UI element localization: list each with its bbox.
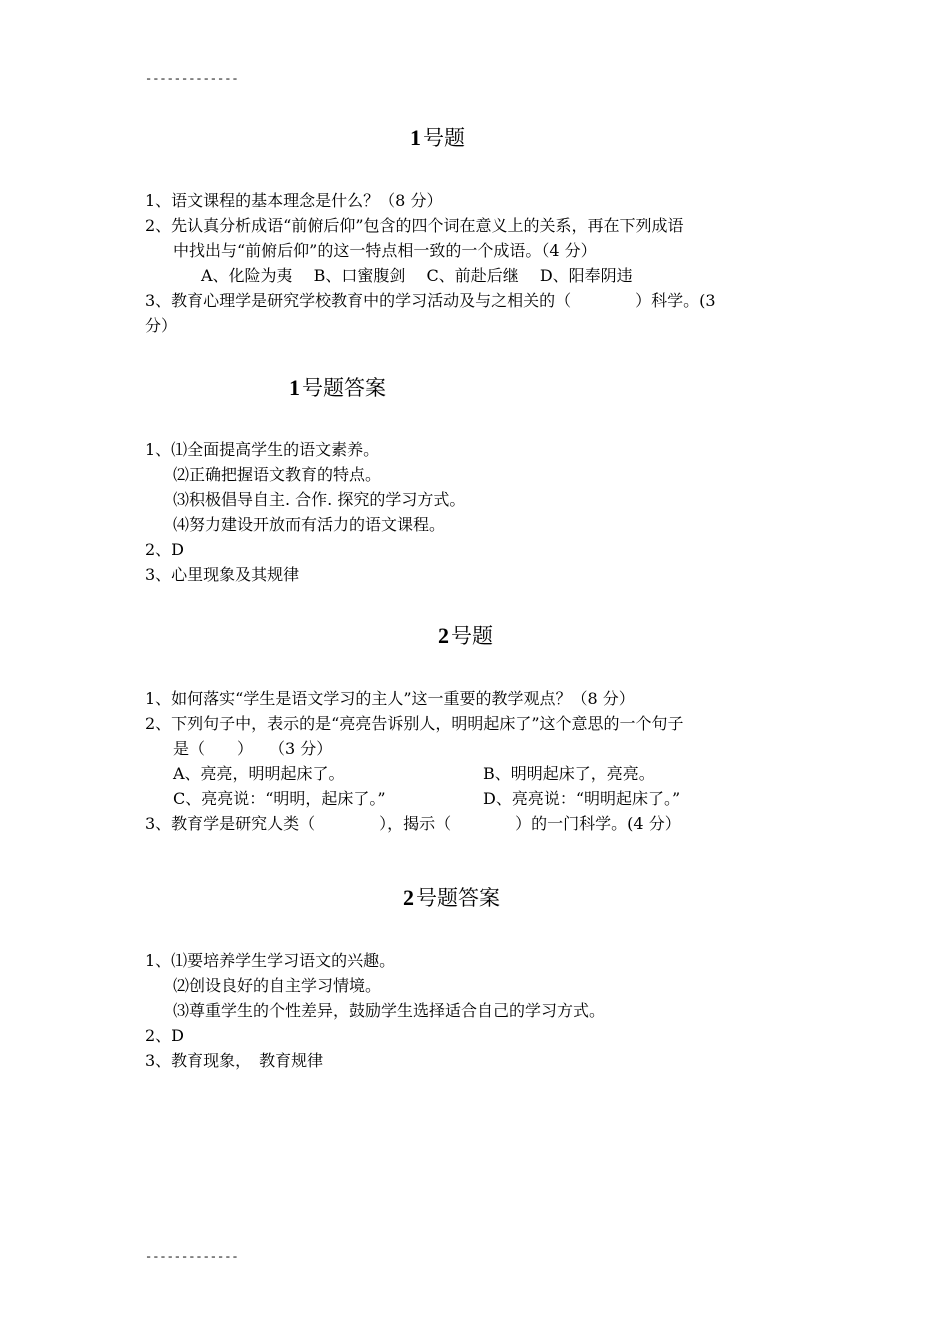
s2-option-d: D、亮亮说：“明明起床了。” [483,789,681,808]
section-2-title [438,620,493,650]
answer-1-title [289,372,386,402]
a1-line-3: ⑶积极倡导自主. 合作. 探究的学习方式。 [173,490,466,509]
section-1-label: 号题 [423,126,465,150]
a2-line-5: 3、教育现象， 教育规律 [145,1051,324,1070]
section-1-number: 1 [410,125,421,150]
s1-question-2-line-2: 中找出与“前俯后仰”的这一特点相一致的一个成语。（4 分） [173,241,597,260]
a1-line-1: 1、⑴全面提高学生的语文素养。 [145,440,380,459]
a2-line-3: ⑶尊重学生的个性差异，鼓励学生选择适合自己的学习方式。 [173,1001,606,1020]
answer-1-label: 号题答案 [302,376,386,400]
s2-question-1: 1、如何落实“学生是语文学习的主人”这一重要的教学观点？（8 分） [145,689,635,708]
section-1-title [410,122,465,152]
a2-line-2: ⑵创设良好的自主学习情境。 [173,976,382,995]
a1-line-6: 3、心里现象及其规律 [145,565,300,584]
section-2-number: 2 [438,623,449,648]
answer-2-number: 2 [403,885,414,910]
s1-question-3-line-2: 分） [145,316,178,335]
s2-option-a: A、亮亮，明明起床了。 [173,764,345,783]
a2-line-1: 1、⑴要培养学生学习语文的兴趣。 [145,951,396,970]
footer-rule: ------------- [145,1250,239,1264]
s2-question-2-line-2: 是（ ） （3 分） [173,739,333,758]
a2-line-4: 2、D [145,1026,185,1045]
s1-question-2-options: A、化险为夷 B、口蜜腹剑 C、前赴后继 D、阳奉阴违 [201,266,633,285]
a1-line-2: ⑵正确把握语文教育的特点。 [173,465,382,484]
s2-option-c: C、亮亮说：“明明，起床了。” [173,789,386,808]
answer-1-number: 1 [289,375,300,400]
header-rule: ------------- [145,72,239,86]
answer-2-title [403,882,500,912]
a1-line-5: 2、D [145,540,185,559]
section-2-label: 号题 [451,624,493,648]
s2-question-2-line-1: 2、下列句子中，表示的是“亮亮告诉别人，明明起床了”这个意思的一个句子 [145,714,684,733]
a1-line-4: ⑷努力建设开放而有活力的语文课程。 [173,515,446,534]
s1-question-2-line-1: 2、先认真分析成语“前俯后仰”包含的四个词在意义上的关系，再在下列成语 [145,216,684,235]
s2-option-b: B、明明起床了，亮亮。 [483,764,655,783]
answer-2-label: 号题答案 [416,886,500,910]
s1-question-1: 1、语文课程的基本理念是什么？（8 分） [145,191,443,210]
s1-question-3-line-1: 3、教育心理学是研究学校教育中的学习活动及与之相关的（ ）科学。(3 [145,291,716,310]
s2-question-3: 3、教育学是研究人类（ ），揭示（ ）的一门科学。(4 分） [145,814,681,833]
